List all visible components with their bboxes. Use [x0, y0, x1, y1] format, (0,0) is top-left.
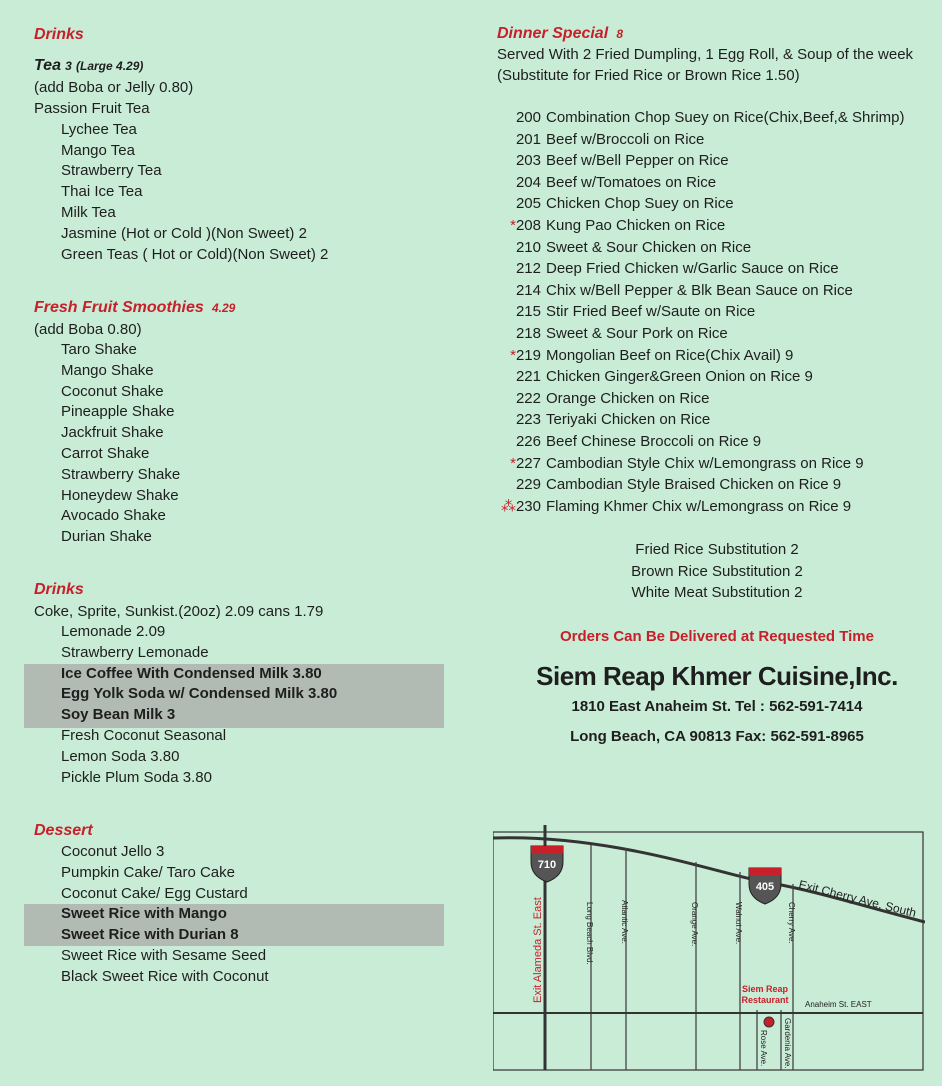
atlantic-ave-label: Atlantic Ave. — [620, 900, 629, 944]
tea-title: Tea — [34, 57, 61, 74]
menu-item: Strawberry Lemonade — [61, 643, 209, 661]
dinner-item-name: Sweet & Sour Pork on Rice — [546, 325, 728, 342]
dinner-item — [497, 130, 704, 150]
dinner-item — [497, 497, 851, 517]
menu-item: Sweet Rice with Mango — [61, 905, 227, 923]
dinner-item-name: Deep Fried Chicken w/Garlic Sauce on Rice — [546, 260, 839, 278]
drinks-heading: Drinks — [34, 26, 84, 43]
dinner-item — [497, 151, 729, 171]
dinner-item-number — [497, 497, 541, 517]
dinner-item-code: 212 — [515, 260, 541, 278]
substitution-item: Brown Rice Substitution 2 — [631, 562, 803, 580]
menu-item: Pineapple Shake — [61, 403, 175, 421]
tea-item: Mango Tea — [61, 141, 135, 159]
tea-item: Passion Fruit Tea — [34, 100, 150, 117]
dinner-item-name: Cambodian Style Chix w/Lemongrass on Rice 9 — [546, 454, 864, 472]
substitution-item: White Meat Substitution 2 — [631, 584, 803, 602]
dinner-item-number — [497, 238, 541, 258]
address-line-1: 1810 East Anaheim St. Tel : 562-591-7414 — [571, 698, 863, 715]
menu-item: Honeydew Shake — [61, 486, 179, 504]
menu-item: Durian Shake — [61, 528, 152, 546]
drinks2-heading: Drinks — [34, 581, 84, 598]
dinner-item — [497, 173, 716, 193]
menu-item: Fresh Coconut Seasonal — [61, 727, 227, 744]
menu-item: Coconut Cake/ Egg Custard — [61, 884, 248, 902]
rose-ave-label: Rose Ave. — [759, 1030, 768, 1067]
drinks2-first: Coke, Sprite, Sunkist.(20oz) 2.09 cans 1.79 — [34, 603, 324, 620]
smoothies-price: 4.29 — [211, 301, 236, 315]
dinner-item-code: 201 — [515, 130, 541, 148]
tea-addon: (add Boba or Jelly 0.80) — [34, 79, 194, 96]
dinner-item-name: Beef w/Broccoli on Rice — [546, 130, 705, 148]
menu-item: Jackfruit Shake — [61, 424, 164, 442]
dinner-item-name: Kung Pao Chicken on Rice — [546, 217, 726, 234]
dinner-item-name: Teriyaki Chicken on Rice — [546, 411, 711, 429]
tea-item: Thai Ice Tea — [61, 183, 143, 201]
gardenia-ave-label: Gardenia Ave. — [783, 1018, 792, 1069]
menu-item: Lemon Soda 3.80 — [61, 747, 180, 765]
dinner-item-code: 203 — [515, 152, 541, 170]
orange-ave-label: Orange Ave. — [690, 902, 699, 947]
menu-item: Sweet Rice with Durian 8 — [61, 926, 239, 944]
special-desc-1: Served With 2 Fried Dumpling, 1 Egg Roll, & Soup of the week — [497, 46, 914, 63]
cherry-ave-label: Cherry Ave. — [787, 902, 796, 944]
hwy-710-shield — [531, 846, 563, 882]
dinner-item-code: 214 — [515, 281, 541, 299]
dessert-heading: Dessert — [34, 822, 93, 839]
dinner-item — [497, 389, 709, 409]
dinner-item-code: 204 — [515, 173, 541, 191]
tea-item: Strawberry Tea — [61, 162, 162, 180]
location-map — [493, 820, 925, 1075]
special-price: 8 — [616, 27, 624, 41]
dinner-item-code: 229 — [515, 476, 541, 494]
menu-item: Mango Shake — [61, 361, 154, 379]
dinner-item-number — [497, 367, 541, 387]
dinner-item-number — [497, 216, 541, 236]
dinner-item-name: Mongolian Beef on Rice(Chix Avail) 9 — [546, 346, 794, 364]
dinner-item-name: Sweet & Sour Chicken on Rice — [546, 238, 752, 256]
special-title-line — [497, 24, 623, 44]
restaurant-label-2: Restaurant — [741, 995, 789, 1005]
dinner-item-name: Chicken Ginger&Green Onion on Rice 9 — [546, 368, 813, 386]
dinner-item-code: 218 — [515, 325, 541, 342]
dinner-item-code: 223 — [515, 411, 541, 429]
dinner-item-code: 205 — [515, 195, 541, 213]
restaurant-label-1: Siem Reap — [741, 984, 789, 994]
dinner-item — [497, 475, 841, 495]
substitution-item: Fried Rice Substitution 2 — [635, 541, 799, 558]
menu-item: Lemonade 2.09 — [61, 623, 166, 640]
dinner-item-name: Beef w/Bell Pepper on Rice — [546, 152, 729, 170]
dinner-item-number — [497, 454, 541, 474]
dinner-item — [497, 238, 751, 258]
dinner-item-name: Beef w/Tomatoes on Rice — [546, 173, 717, 191]
hwy-710-label: 710 — [537, 859, 557, 871]
dinner-item — [497, 281, 853, 301]
menu-item: Coconut Jello 3 — [61, 843, 165, 860]
tea-item: Lychee Tea — [61, 120, 137, 138]
dinner-item-number — [497, 302, 541, 322]
menu-item: Pumpkin Cake/ Taro Cake — [61, 863, 235, 881]
dinner-item — [497, 432, 761, 452]
spicy-star-icon: * — [510, 454, 516, 472]
exit-alameda-label: Exit Alameda St. East — [532, 897, 544, 1003]
dinner-item-code: 215 — [515, 303, 541, 321]
dinner-item-number — [497, 173, 541, 193]
menu-item: Black Sweet Rice with Coconut — [61, 967, 269, 985]
menu-item: Avocado Shake — [61, 507, 166, 525]
delivery-note: Orders Can Be Delivered at Requested Time — [559, 628, 874, 645]
address-line-2: Long Beach, CA 90813 Fax: 562-591-8965 — [570, 728, 864, 745]
dinner-item-name: Stir Fried Beef w/Saute on Rice — [546, 303, 756, 321]
dinner-item-number — [497, 432, 541, 452]
dinner-item — [497, 410, 710, 430]
dinner-item — [497, 259, 839, 279]
dinner-item-code: 230 — [515, 497, 541, 515]
tea-title-line — [34, 56, 143, 76]
smoothies-addon: (add Boba 0.80) — [34, 321, 142, 338]
dinner-item-number — [497, 259, 541, 279]
dinner-item — [497, 302, 755, 322]
dinner-item-name: Combination Chop Suey on Rice(Chix,Beef,& Shrimp) — [546, 109, 905, 126]
dinner-item — [497, 454, 864, 474]
dinner-item-number — [497, 130, 541, 150]
tea-item: Milk Tea — [61, 204, 116, 221]
dinner-item-number — [497, 151, 541, 171]
company-name: Siem Reap Khmer Cuisine,Inc. — [536, 661, 898, 691]
walnut-ave-label: Walnut Ave. — [734, 902, 743, 945]
exit-cherry-label: Exit Cherry Ave. South — [797, 877, 918, 921]
dinner-item-code: 222 — [515, 389, 541, 407]
dinner-item-name: Beef Chinese Broccoli on Rice 9 — [546, 433, 762, 450]
tea-large-price: (Large 4.29) — [76, 59, 144, 73]
menu-item: Carrot Shake — [61, 445, 150, 462]
dinner-item-name: Chicken Chop Suey on Rice — [546, 195, 734, 213]
spicy-star-icon: ⁂ — [500, 497, 516, 515]
dinner-item — [497, 108, 905, 128]
dinner-item-number — [497, 475, 541, 495]
dinner-item-code: 208 — [515, 217, 541, 234]
dinner-item — [497, 216, 725, 236]
menu-item: Egg Yolk Soda w/ Condensed Milk 3.80 — [61, 685, 338, 703]
dinner-item-number — [497, 108, 541, 128]
dinner-item-code: 200 — [515, 109, 541, 126]
restaurant-marker — [764, 1017, 774, 1027]
long-beach-blvd-label: Long Beach Blvd. — [585, 902, 594, 965]
tea-item: Jasmine (Hot or Cold )(Non Sweet) 2 — [61, 224, 307, 242]
dinner-item-number — [497, 410, 541, 430]
special-desc-2: (Substitute for Fried Rice or Brown Rice 1.50) — [497, 67, 800, 84]
dinner-item-name: Flaming Khmer Chix w/Lemongrass on Rice 9 — [546, 497, 852, 515]
dinner-item-number — [497, 389, 541, 409]
dinner-item-number — [497, 324, 541, 344]
anaheim-st-label: Anaheim St. EAST — [805, 1000, 872, 1009]
dinner-item-number — [497, 194, 541, 214]
dinner-item-code: 221 — [515, 368, 541, 386]
tea-price: 3 — [65, 59, 72, 73]
menu-item: Sweet Rice with Sesame Seed — [61, 947, 267, 964]
dinner-item — [497, 346, 793, 366]
hwy-405-shield — [749, 868, 781, 904]
dinner-item-code: 226 — [515, 433, 541, 450]
special-title: Dinner Special — [497, 25, 609, 42]
menu-item: Strawberry Shake — [61, 465, 181, 483]
spicy-star-icon: * — [510, 217, 516, 234]
dinner-item-name: Cambodian Style Braised Chicken on Rice 9 — [546, 476, 842, 494]
dinner-item-code: 227 — [515, 454, 541, 472]
smoothies-title-line — [34, 298, 235, 318]
dinner-item-code: 210 — [515, 238, 541, 256]
dinner-item-name: Chix w/Bell Pepper & Blk Bean Sauce on Rice — [546, 281, 853, 299]
hwy-405-label: 405 — [755, 881, 775, 893]
dinner-item — [497, 324, 728, 344]
dinner-item — [497, 194, 734, 214]
dinner-item-number — [497, 281, 541, 301]
spicy-star-icon: * — [510, 346, 516, 364]
dinner-item — [497, 367, 813, 387]
smoothies-title: Fresh Fruit Smoothies — [34, 299, 204, 316]
menu-item: Coconut Shake — [61, 382, 164, 400]
menu-item: Taro Shake — [61, 341, 137, 358]
dinner-item-code: 219 — [515, 346, 541, 364]
dinner-item-number — [497, 346, 541, 366]
menu-item: Soy Bean Milk 3 — [61, 706, 176, 724]
tea-item: Green Teas ( Hot or Cold)(Non Sweet) 2 — [61, 245, 329, 263]
menu-item: Pickle Plum Soda 3.80 — [61, 768, 212, 786]
dinner-item-name: Orange Chicken on Rice — [546, 389, 710, 407]
menu-item: Ice Coffee With Condensed Milk 3.80 — [61, 664, 322, 682]
